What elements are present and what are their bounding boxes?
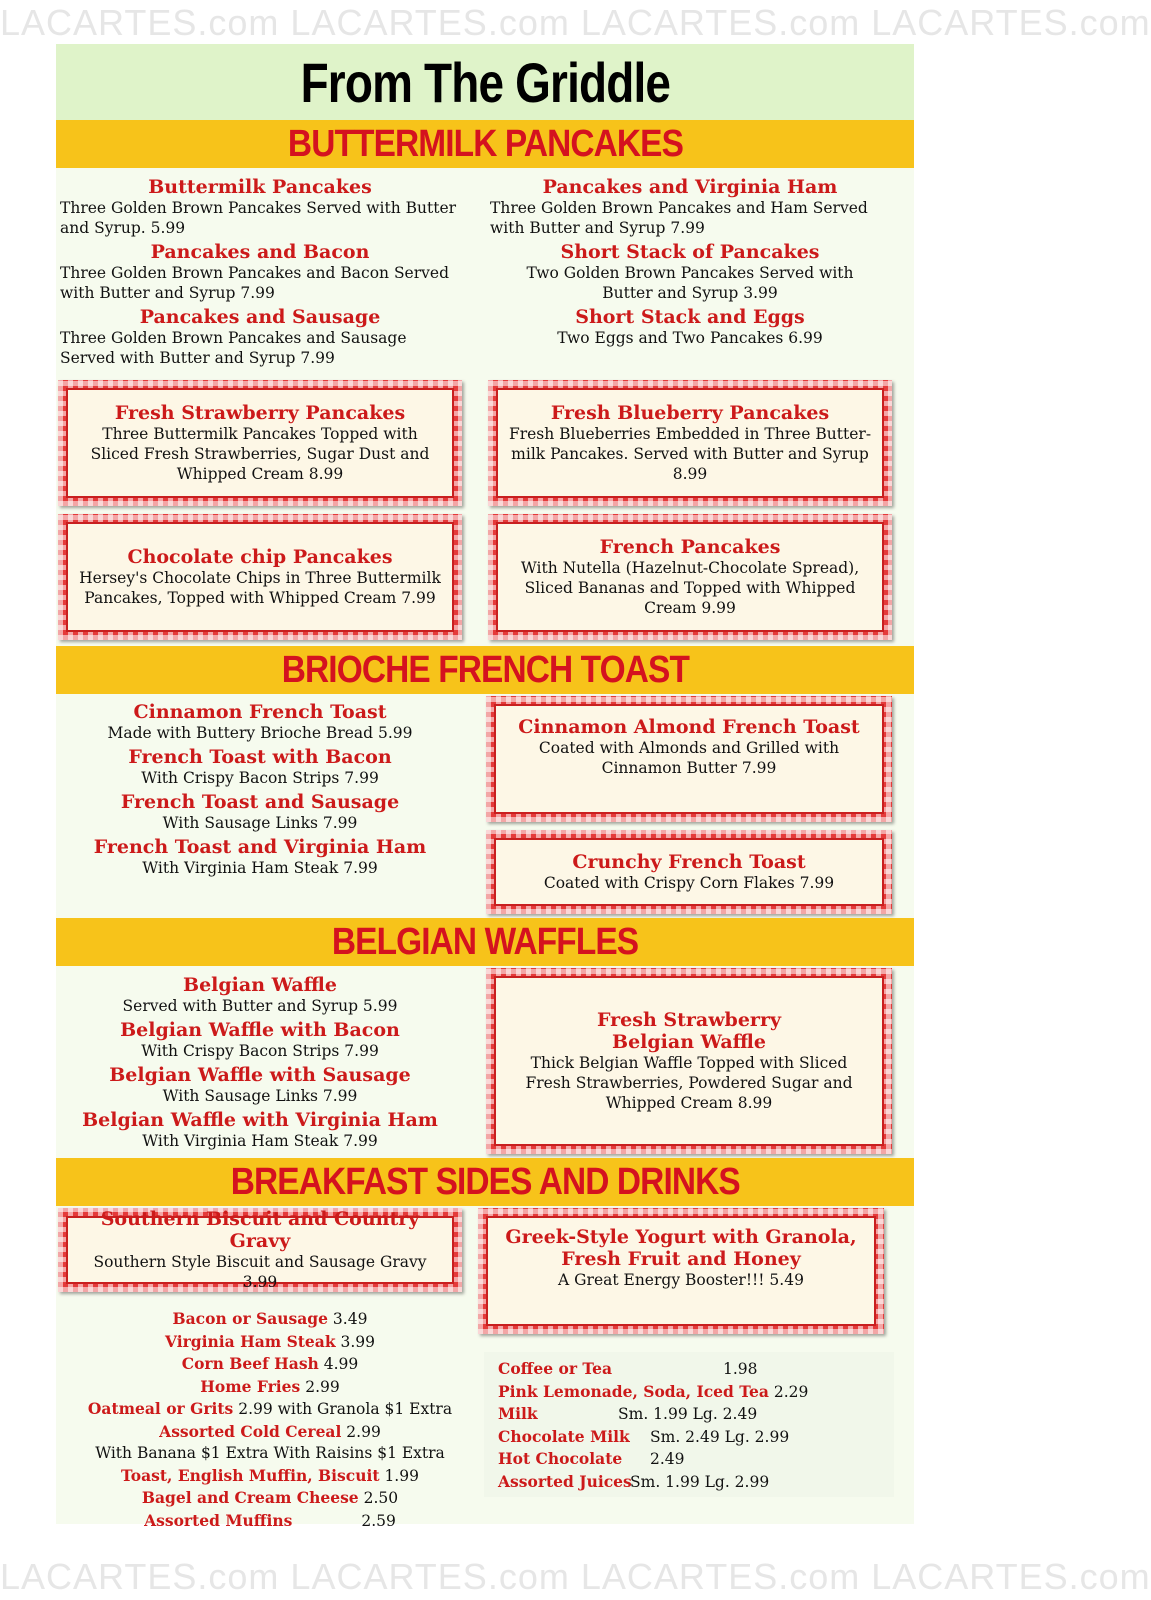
item-price: Sm. 1.99 Lg. 2.99 <box>630 1472 770 1491</box>
page-title <box>56 44 914 120</box>
item-name: Pancakes and Sausage <box>139 306 381 328</box>
section-banner-french-toast <box>56 646 914 694</box>
menu-item <box>60 1109 460 1151</box>
item-name: Short Stack of Pancakes <box>560 241 820 263</box>
featured-item-box <box>478 1208 884 1334</box>
item-price: Sm. 2.49 Lg. 2.99 <box>650 1427 790 1446</box>
menu-item <box>60 241 460 303</box>
item-name: Greek-Style Yogurt with Granola, <box>505 1226 857 1248</box>
item-name: Belgian Waffle with Sausage <box>109 1064 411 1086</box>
featured-item-box <box>486 968 892 1154</box>
menu-item <box>60 974 460 1016</box>
item-name: Belgian Waffle with Virginia Ham <box>82 1109 438 1131</box>
list-item <box>60 1398 480 1421</box>
featured-item-box <box>486 830 892 914</box>
section-title: BRIOCHE FRENCH TOAST <box>281 648 689 691</box>
menu-item <box>60 306 460 368</box>
item-name: Oatmeal or Grits <box>87 1399 234 1418</box>
item-name: Fresh Strawberry <box>597 1009 781 1031</box>
section-title: BUTTERMILK PANCAKES <box>287 122 683 165</box>
item-desc: Made with Buttery Brioche Bread 5.99 <box>107 724 413 742</box>
list-item <box>498 1403 880 1426</box>
item-name-line-2: Fresh Fruit and Honey <box>561 1248 801 1270</box>
featured-item-box <box>58 514 462 640</box>
item-desc: With Sausage Links 7.99 <box>162 1087 358 1105</box>
item-name: Southern Biscuit and Country Gravy <box>100 1208 420 1252</box>
item-name: French Toast and Virginia Ham <box>93 836 427 858</box>
item-desc: Southern Style Biscuit and Sausage Gravy 3.99 <box>93 1253 427 1291</box>
item-name: Home Fries <box>200 1376 301 1396</box>
list-item <box>60 1465 480 1488</box>
item-name: Milk <box>498 1404 538 1423</box>
list-item <box>60 1510 480 1533</box>
item-name: Assorted Cold Cereal <box>159 1421 342 1441</box>
menu-item <box>60 176 460 238</box>
menu-item <box>60 836 460 878</box>
list-item <box>60 1376 480 1399</box>
item-price: 2.99 with Granola $1 Extra <box>233 1400 453 1418</box>
item-name: Buttermilk Pancakes <box>148 176 372 198</box>
item-name: Virginia Ham Steak <box>164 1331 336 1351</box>
item-price: 3.49 <box>328 1310 368 1328</box>
item-name: Coffee or Tea <box>498 1359 613 1378</box>
list-item <box>498 1448 880 1471</box>
list-item <box>498 1426 880 1449</box>
item-desc: Two Golden Brown Pancakes Served with Butter and Syrup 3.99 <box>526 264 854 302</box>
list-item <box>60 1331 480 1354</box>
item-name: Short Stack and Eggs <box>575 306 805 328</box>
menu-item <box>490 176 890 238</box>
section-title: BELGIAN WAFFLES <box>331 920 639 963</box>
item-desc: With Crispy Bacon Strips 7.99 <box>141 1042 379 1060</box>
item-name: Pancakes and Bacon <box>150 241 370 263</box>
item-desc: Served with Butter and Syrup 5.99 <box>122 997 398 1015</box>
list-item <box>60 1487 480 1510</box>
item-desc: Three Golden Brown Pancakes and Bacon Served with Butter and Syrup 7.99 <box>60 264 449 302</box>
item-name: Belgian Waffle with Bacon <box>120 1019 400 1041</box>
item-name: Hot Chocolate <box>498 1449 623 1468</box>
item-price: 2.99 <box>300 1377 340 1396</box>
item-desc: Three Buttermilk Pancakes Topped with Sliced Fresh Strawberries, Sugar Dust and Whipped Cream 8.99 <box>90 425 430 483</box>
item-desc: Fresh Blueberries Embedded in Three Butter-milk Pancakes. Served with Butter and Syrup 8.99 <box>508 425 872 483</box>
list-item <box>60 1308 480 1331</box>
item-price: 1.98 <box>723 1360 758 1378</box>
item-desc: A Great Energy Booster!!! 5.49 <box>558 1271 804 1289</box>
menu-item <box>60 791 460 833</box>
watermark-top: LACARTES.com LACARTES.com LACARTES.com LACARTES.com <box>0 2 1151 43</box>
list-item <box>498 1471 880 1494</box>
item-price: 2.59 <box>292 1511 396 1530</box>
menu-item <box>60 1019 460 1061</box>
item-price: 3.99 <box>335 1332 376 1351</box>
list-item <box>498 1358 880 1381</box>
item-desc: Two Eggs and Two Pancakes 6.99 <box>557 329 823 347</box>
item-price: Sm. 1.99 Lg. 2.49 <box>618 1405 758 1423</box>
item-name: Belgian Waffle <box>183 974 337 996</box>
featured-item-box <box>486 696 892 822</box>
menu-item <box>500 241 880 303</box>
watermark-bottom: LACARTES.com LACARTES.com LACARTES.com LACARTES.com <box>0 1556 1151 1597</box>
list-item <box>60 1421 480 1444</box>
item-price: 2.29 <box>773 1382 809 1401</box>
item-desc: Coated with Almonds and Grilled with Cinnamon Butter 7.99 <box>538 739 840 777</box>
section-banner-sides <box>56 1158 914 1206</box>
title-text: From The Griddle <box>300 50 670 114</box>
item-price: 2.49 <box>650 1450 685 1468</box>
item-desc: Coated with Crispy Corn Flakes 7.99 <box>543 874 835 892</box>
item-name: French Toast and Sausage <box>120 791 400 813</box>
item-price: 4.99 <box>318 1355 359 1373</box>
item-desc: With Nutella (Hazelnut-Chocolate Spread), Sliced Bananas and Topped with Whipped Cream 9.99 <box>520 559 860 617</box>
item-name: French Toast with Bacon <box>128 746 392 768</box>
drinks-list <box>484 1352 894 1497</box>
menu-item <box>60 746 460 788</box>
item-desc: Hersey's Chocolate Chips in Three Buttermilk Pancakes, Topped with Whipped Cream 7.99 <box>79 569 441 607</box>
section-banner-pancakes <box>56 120 914 168</box>
section-banner-waffles <box>56 918 914 966</box>
item-name: Fresh Blueberry Pancakes <box>550 402 830 424</box>
sides-list <box>60 1308 480 1532</box>
featured-item-box <box>58 1208 462 1292</box>
item-name: Assorted Juices <box>498 1471 632 1491</box>
item-desc: Three Golden Brown Pancakes Served with Butter and Syrup. 5.99 <box>60 199 457 237</box>
item-name-line-2: Belgian Waffle <box>612 1031 766 1053</box>
menu-item <box>500 306 880 348</box>
item-desc: Three Golden Brown Pancakes and Ham Served with Butter and Syrup 7.99 <box>490 199 868 237</box>
item-name: Pancakes and Virginia Ham <box>542 176 838 198</box>
item-price: 2.99 <box>341 1422 381 1441</box>
item-desc: With Virginia Ham Steak 7.99 <box>142 859 378 877</box>
item-name: Fresh Strawberry Pancakes <box>114 402 406 424</box>
section-title: BREAKFAST SIDES AND DRINKS <box>230 1160 740 1203</box>
item-desc: With Crispy Bacon Strips 7.99 <box>141 769 379 787</box>
item-name: Pink Lemonade, Soda, Iced Tea <box>498 1381 769 1401</box>
item-name: Cinnamon Almond French Toast <box>518 716 860 738</box>
featured-item-box <box>58 380 462 506</box>
item-name: French Pancakes <box>599 536 781 558</box>
item-name: Chocolate chip Pancakes <box>127 546 393 568</box>
item-note: With Banana $1 Extra With Raisins $1 Extra <box>95 1444 445 1462</box>
list-item <box>498 1381 880 1404</box>
item-price: 2.50 <box>358 1489 399 1507</box>
item-desc: With Sausage Links 7.99 <box>162 814 358 832</box>
item-desc: With Virginia Ham Steak 7.99 <box>142 1132 378 1150</box>
menu-item <box>60 1064 460 1106</box>
item-name: Chocolate Milk <box>498 1426 630 1446</box>
featured-item-box <box>488 514 892 640</box>
menu-item <box>60 701 460 743</box>
item-name: Cinnamon French Toast <box>133 701 387 723</box>
list-item <box>60 1443 480 1465</box>
item-name: Crunchy French Toast <box>572 851 806 873</box>
item-desc: Thick Belgian Waffle Topped with Sliced Fresh Strawberries, Powdered Sugar and Whipped Cream 8.99 <box>525 1054 853 1112</box>
featured-item-box <box>488 380 892 506</box>
item-price: 1.99 <box>379 1466 419 1485</box>
item-name: Assorted Muffins <box>144 1510 293 1530</box>
item-name: Bagel and Cream Cheese <box>141 1488 359 1507</box>
item-name: Corn Beef Hash <box>181 1354 319 1373</box>
item-desc: Three Golden Brown Pancakes and Sausage Served with Butter and Syrup 7.99 <box>60 329 407 367</box>
item-name: Toast, English Muffin, Biscuit <box>121 1465 380 1485</box>
list-item <box>60 1353 480 1376</box>
item-name: Bacon or Sausage <box>172 1309 328 1328</box>
